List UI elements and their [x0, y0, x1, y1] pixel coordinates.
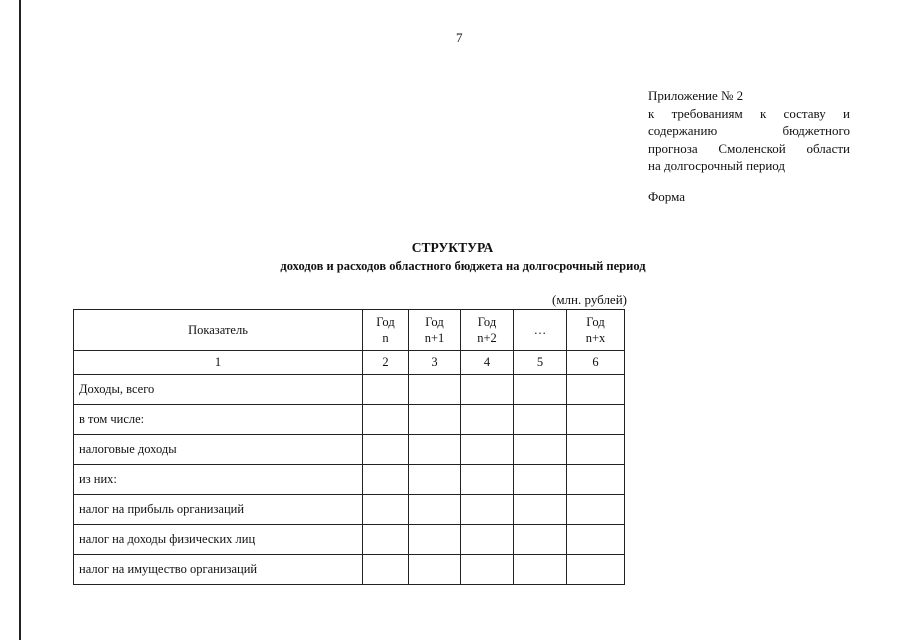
- value-cell: [409, 465, 461, 495]
- table-row: [74, 495, 625, 525]
- header-year-word: Год: [376, 315, 395, 329]
- column-number: 1: [74, 351, 363, 375]
- page-number: 7: [456, 30, 463, 45]
- header-year-word: Год: [477, 315, 497, 329]
- value-cell: [409, 405, 461, 435]
- table-row: [74, 525, 625, 555]
- appendix-word: к: [648, 105, 655, 121]
- value-cell: [461, 435, 514, 465]
- table-row: [74, 435, 625, 465]
- value-cell: [567, 465, 625, 495]
- value-cell: [567, 375, 625, 405]
- appendix-word: к: [759, 105, 767, 121]
- appendix-block: [648, 87, 850, 175]
- table-header-row: [74, 310, 625, 351]
- value-cell: [514, 465, 567, 495]
- header-year-index: n: [382, 331, 389, 345]
- column-number: 3: [409, 351, 461, 375]
- header-year-n2: [461, 310, 514, 351]
- value-cell: [409, 525, 461, 555]
- value-cell: [363, 405, 409, 435]
- header-year-word: Год: [586, 315, 605, 329]
- value-cell: [514, 525, 567, 555]
- form-label: Форма: [648, 189, 685, 204]
- table-row: [74, 465, 625, 495]
- row-label: Доходы, всего: [74, 375, 363, 405]
- appendix-word: Смоленской: [718, 140, 786, 156]
- value-cell: [514, 555, 567, 585]
- appendix-line-2: [648, 105, 850, 123]
- row-label: налог на доходы физических лиц: [74, 525, 363, 555]
- appendix-word: содержанию: [648, 123, 718, 138]
- value-cell: [461, 375, 514, 405]
- header-year-word: Год: [425, 315, 444, 329]
- value-cell: [363, 495, 409, 525]
- value-cell: [461, 405, 514, 435]
- value-cell: [461, 465, 514, 495]
- value-cell: [363, 555, 409, 585]
- value-cell: [567, 435, 625, 465]
- column-number: 2: [363, 351, 409, 375]
- row-label: в том числе:: [74, 405, 363, 435]
- appendix-line-1: Приложение № 2: [648, 88, 744, 103]
- column-number: 5: [514, 351, 567, 375]
- value-cell: [567, 495, 625, 525]
- value-cell: [363, 465, 409, 495]
- value-cell: [409, 555, 461, 585]
- row-label: налог на прибыль организаций: [74, 495, 363, 525]
- column-number: 6: [567, 351, 625, 375]
- appendix-word: области: [806, 140, 850, 156]
- header-year-index: n+1: [424, 331, 445, 345]
- left-margin-line: [19, 0, 21, 640]
- appendix-word: и: [842, 105, 850, 121]
- appendix-word: прогноза: [648, 140, 698, 156]
- appendix-line-4: [648, 140, 850, 158]
- document-subtitle: доходов и расходов областного бюджета на долгосрочный период: [280, 259, 646, 273]
- header-indicator: Показатель: [74, 310, 363, 351]
- appendix-word: составу: [783, 105, 826, 121]
- header-year-index: n+x: [585, 331, 606, 345]
- value-cell: [409, 495, 461, 525]
- value-cell: [514, 495, 567, 525]
- header-year-nx: [567, 310, 625, 351]
- value-cell: [363, 525, 409, 555]
- header-ellipsis: …: [514, 310, 567, 351]
- appendix-word: бюджетного: [782, 123, 850, 138]
- budget-structure-table: [73, 309, 625, 585]
- value-cell: [461, 555, 514, 585]
- value-cell: [567, 405, 625, 435]
- row-label: налоговые доходы: [74, 435, 363, 465]
- value-cell: [514, 435, 567, 465]
- column-number: 4: [461, 351, 514, 375]
- value-cell: [363, 375, 409, 405]
- value-cell: [514, 405, 567, 435]
- value-cell: [461, 495, 514, 525]
- row-label: из них:: [74, 465, 363, 495]
- document-title: СТРУКТУРА: [411, 240, 494, 255]
- units-label: (млн. рублей): [552, 292, 627, 307]
- value-cell: [567, 555, 625, 585]
- appendix-line-3: [648, 122, 850, 140]
- value-cell: [514, 375, 567, 405]
- value-cell: [567, 525, 625, 555]
- header-year-index: n+2: [477, 331, 497, 345]
- value-cell: [461, 525, 514, 555]
- value-cell: [363, 435, 409, 465]
- table-row: [74, 555, 625, 585]
- value-cell: [409, 435, 461, 465]
- row-label: налог на имущество организаций: [74, 555, 363, 585]
- column-number-row: [74, 351, 625, 375]
- appendix-word: требованиям: [671, 105, 743, 121]
- table-row: [74, 405, 625, 435]
- header-year-n: [363, 310, 409, 351]
- appendix-line-5: на долгосрочный период: [648, 158, 786, 173]
- value-cell: [409, 375, 461, 405]
- header-year-n1: [409, 310, 461, 351]
- table-row: [74, 375, 625, 405]
